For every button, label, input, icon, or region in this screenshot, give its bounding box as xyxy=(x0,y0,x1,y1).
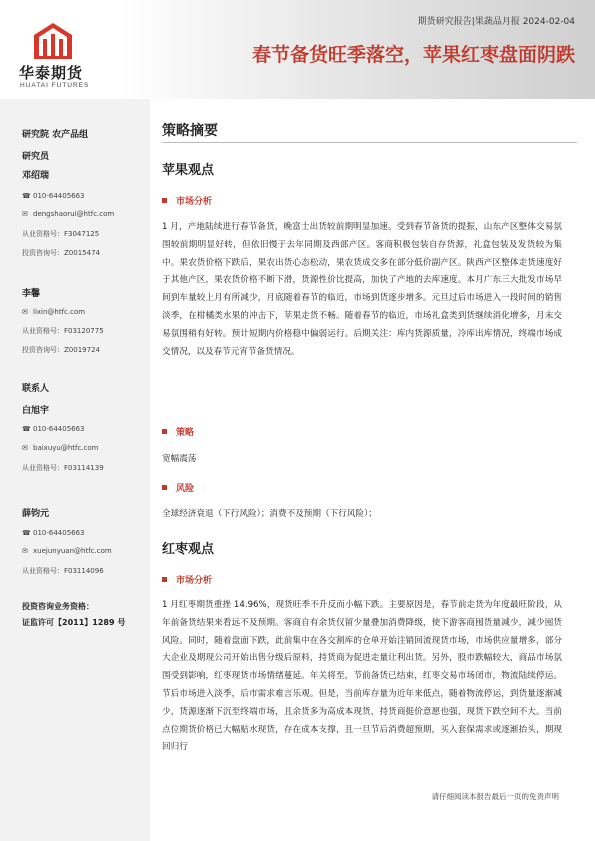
department: 研究院 农产品组 xyxy=(22,130,89,140)
apple-market-analysis: 1 月，产地陆续进行春节备货，晚富士出货较前期明显加速。受到春节备货的提振，山东产区整体交易氛围较前期明显好转，但依旧慢于去年同期及西部产区。客商积极包装自存货源，礼盒包装及发货较为集中。果农货价格下跌后，果农出货心态松动，果农货成交多在部分低价副产区。陕西产区整体走货速度好于其他产区，果农货价格不断下滑，货源性价比提高，加快了产地的去库速度。本月广东三大批发市场早间到车量较上月有所减少，月底随着春节的临近，市场到货逐步增多。元旦过后市场进入一段时间的销售淡季，在柑橘类水果的冲击下，苹果走货不畅。随着春节的临近，市场礼盒类到货继续消化增多，月末交易氛围稍有好转。预计短期内价格稳中偏弱运行。后期关注：库内货源质量，冷库出库情况，终端市场成交情况，以及春节元宵节备货情况。 xyxy=(162,222,562,357)
role-label: 研究员 xyxy=(22,152,50,162)
report-type-date: 期货研究报告|果蔬品月报 2024-02-04 xyxy=(417,17,575,27)
analyst-name: 邓绍瑞 xyxy=(22,171,50,181)
phone-icon: ☎ xyxy=(22,425,31,433)
analyst-invest-no: 投资咨询号：Z0015474 xyxy=(22,249,100,257)
summary-divider xyxy=(162,142,577,143)
apple-market-label: 市场分析 xyxy=(176,197,213,207)
phone-icon: ☎ xyxy=(22,192,31,200)
license-title: 投资咨询业务资格： xyxy=(22,602,94,611)
jujube-market-analysis: 1 月红枣期货重挫 14.96%，现货旺季不升反而小幅下跌。主要原因是，春节前走货为年度最旺阶段，从年前备货结果来看远不及预期。客商自有余货仅留少量叠加消费降级，使下游客商囤货量减少，减少囤货风险。同时，随着盘面下跌，此前集中在各交割库的仓单开始注销回流现货市场，市场供应量增多，部分大企业及期现公司开始出售分级后原料，持货商为促进走量让利出货。另外，股市跌幅较大，商品市场氛围受到影响，红枣现货市场情绪蔓延。年关将至，节前备货已结束，红枣交易市场闭市，物流陆续停运。节后市场进入淡季，后市需求难言乐观。但是，当前库存量为近年来低点，随着物流停运，到货量逐渐减少，货源逐渐下沉至终端市场，且余货多为高成本现货，持货商挺价意愿也强，现货下跌空间不大。当前点位期货价格已大幅贴水现货，存在成本支撑，且一旦节后消费超预期，买入套保需求或逐渐抬头，期现回归行 xyxy=(162,600,562,753)
analyst-qualification: 从业资格号：F03120775 xyxy=(22,327,104,335)
company-name-cn: 华泰期货 xyxy=(19,64,84,82)
email-icon: ✉ xyxy=(22,210,28,218)
apple-risk-label: 风险 xyxy=(176,484,195,494)
contact-phone: 010-64405663 xyxy=(33,529,85,537)
email-icon: ✉ xyxy=(22,444,28,452)
analyst-name: 李馨 xyxy=(22,289,41,299)
analyst-email[interactable]: lixin@htfc.com xyxy=(33,308,86,316)
contact-name: 薛钧元 xyxy=(22,509,50,519)
contact-name: 白旭宇 xyxy=(22,406,50,416)
contact-phone: 010-64405663 xyxy=(33,425,85,433)
contact-email[interactable]: baixuyu@htfc.com xyxy=(33,444,99,452)
apple-risk-text: 全球经济衰退（下行风险）；消费不及预期（下行风险）； xyxy=(162,509,377,519)
report-header xyxy=(0,0,595,99)
analyst-invest-no: 投资咨询号：Z0019724 xyxy=(22,346,100,354)
contact-label: 联系人 xyxy=(22,384,50,394)
summary-title: 策略摘要 xyxy=(162,123,218,139)
license-number: 证监许可【2011】1289 号 xyxy=(22,618,126,627)
company-name-en: HUATAI FUTURES xyxy=(20,82,90,89)
bullet-square-icon xyxy=(162,577,167,582)
jujube-market-label: 市场分析 xyxy=(176,576,213,586)
contact-email[interactable]: xuejunyuan@htfc.com xyxy=(33,547,112,555)
bullet-square-icon xyxy=(162,485,167,490)
report-title: 春节备货旺季落空，苹果红枣盘面阴跌 xyxy=(251,44,575,66)
disclaimer-footer: 请仔细阅读本报告最后一页的免责声明 xyxy=(431,792,559,801)
huatai-logo-icon xyxy=(34,23,72,59)
analyst-email[interactable]: dengshaorui@htfc.com xyxy=(33,210,115,218)
phone-icon: ☎ xyxy=(22,529,31,537)
analyst-phone: 010-64405663 xyxy=(33,192,85,200)
apple-section-title: 苹果观点 xyxy=(162,163,215,178)
apple-strategy-text: 宽幅震荡 xyxy=(162,454,197,464)
bullet-square-icon xyxy=(162,429,167,434)
email-icon: ✉ xyxy=(22,547,28,555)
contact-qualification: 从业资格号：F03114139 xyxy=(22,464,104,472)
bullet-square-icon xyxy=(162,198,167,203)
email-icon: ✉ xyxy=(22,308,28,316)
jujube-section-title: 红枣观点 xyxy=(162,542,215,557)
analyst-qualification: 从业资格号：F3047125 xyxy=(22,230,100,238)
contact-qualification: 从业资格号：F03114096 xyxy=(22,567,104,575)
apple-strategy-label: 策略 xyxy=(176,428,195,438)
